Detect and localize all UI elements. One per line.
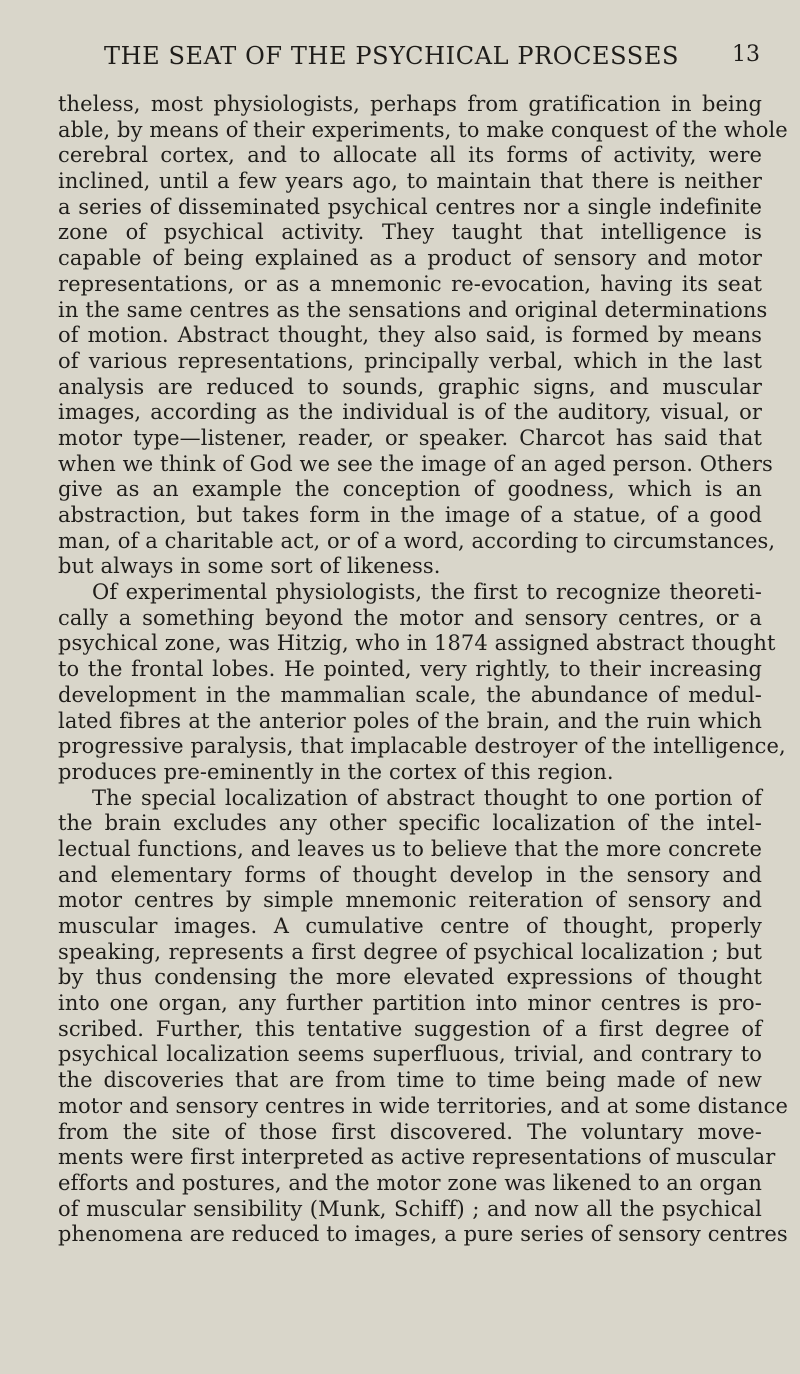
text-line: motor and sensory centres in wide territories, and at some distance [58, 1093, 789, 1118]
text-line: psychical zone, was Hitzig, who in 1874 assigned abstract thought [58, 631, 776, 656]
text-line: representations, or as a mnemonic re-evocation, having its seat [58, 271, 762, 296]
text-line: of various representations, principally verbal, which in the last [58, 348, 762, 373]
text-line: muscular images. A cumulative centre of thought, properly [58, 914, 762, 938]
text-line: lated fibres at the anterior poles of the brain, and the ruin which [58, 708, 762, 733]
text-line: analysis are reduced to sounds, graphic signs, and muscular [58, 374, 762, 399]
running-head [60, 42, 760, 82]
text-line: and elementary forms of thought develop in the sensory and [58, 862, 762, 887]
text-line: capable of being explained as a product of sensory and motor [58, 246, 762, 271]
text-line: give as an example the conception of goodness, which is an [58, 477, 762, 502]
paragraph-start-line: The special localization of abstract thought to one portion of [92, 785, 762, 810]
page-number: 13 [732, 42, 760, 67]
text-line: of muscular sensibility (Munk, Schiff) ; and now all the psychical [58, 1196, 762, 1221]
text-line: cerebral cortex, and to allocate all its forms of activity, were [58, 143, 762, 168]
text-line: able, by means of their experiments, to make conquest of the whole [58, 117, 788, 142]
text-line: into one organ, any further partition into minor centres is pro- [58, 991, 762, 1016]
text-line: psychical localization seems superfluous, trivial, and contrary to [58, 1042, 762, 1067]
text-line: a series of disseminated psychical centres nor a single indefinite [58, 194, 762, 219]
text-line: zone of psychical activity. They taught that intelligence is [58, 220, 762, 245]
paragraph-start-line: Of experimental physiologists, the first to recognize theoreti- [92, 580, 762, 605]
text-line: cally a something beyond the motor and sensory centres, or a [58, 605, 762, 630]
text-line: in the same centres as the sensations and original determinations [58, 297, 768, 322]
text-line: inclined, until a few years ago, to maintain that there is neither [58, 169, 762, 194]
text-line: development in the mammalian scale, the abundance of medul- [58, 682, 762, 707]
text-line: man, of a charitable act, or of a word, according to circumstances, [58, 528, 776, 553]
text-line: but always in some sort of likeness. [58, 554, 441, 579]
text-line: when we think of God we see the image of an aged person. Others [58, 451, 773, 476]
text-line: progressive paralysis, that implacable destroyer of the intelligence, [58, 734, 786, 759]
text-line: images, according as the individual is of the auditory, visual, or [58, 400, 762, 425]
text-line: motor type—listener, reader, or speaker. Charcot has said that [58, 425, 762, 450]
text-line: by thus condensing the more elevated expressions of thought [58, 965, 762, 990]
text-line: scribed. Further, this tentative suggestion of a first degree of [58, 1016, 762, 1041]
body-text [58, 92, 789, 1248]
text-line: from the site of those first discovered. The voluntary move- [58, 1119, 762, 1144]
text-line: ments were first interpreted as active representations of muscular [58, 1145, 776, 1170]
text-line: theless, most physiologists, perhaps from gratification in being [58, 92, 762, 116]
text-line: motor centres by simple mnemonic reiteration of sensory and [58, 888, 762, 913]
text-line: phenomena are reduced to images, a pure series of sensory centres [58, 1222, 788, 1247]
text-line: produces pre-eminently in the cortex of this region. [58, 759, 614, 784]
text-line: to the frontal lobes. He pointed, very rightly, to their increasing [58, 657, 762, 682]
text-line: of motion. Abstract thought, they also said, is formed by means [58, 323, 762, 348]
text-line: lectual functions, and leaves us to believe that the more concrete [58, 836, 762, 861]
text-line: speaking, represents a first degree of psychical localization ; but [58, 939, 762, 964]
text-line: the discoveries that are from time to time being made of new [58, 1068, 762, 1093]
text-line: efforts and postures, and the motor zone was likened to an organ [58, 1170, 762, 1195]
text-line: the brain excludes any other specific localization of the intel- [58, 811, 762, 836]
text-line: abstraction, but takes form in the image of a statue, of a good [58, 503, 762, 527]
running-title: THE SEAT OF THE PSYCHICAL PROCESSES [104, 42, 679, 70]
